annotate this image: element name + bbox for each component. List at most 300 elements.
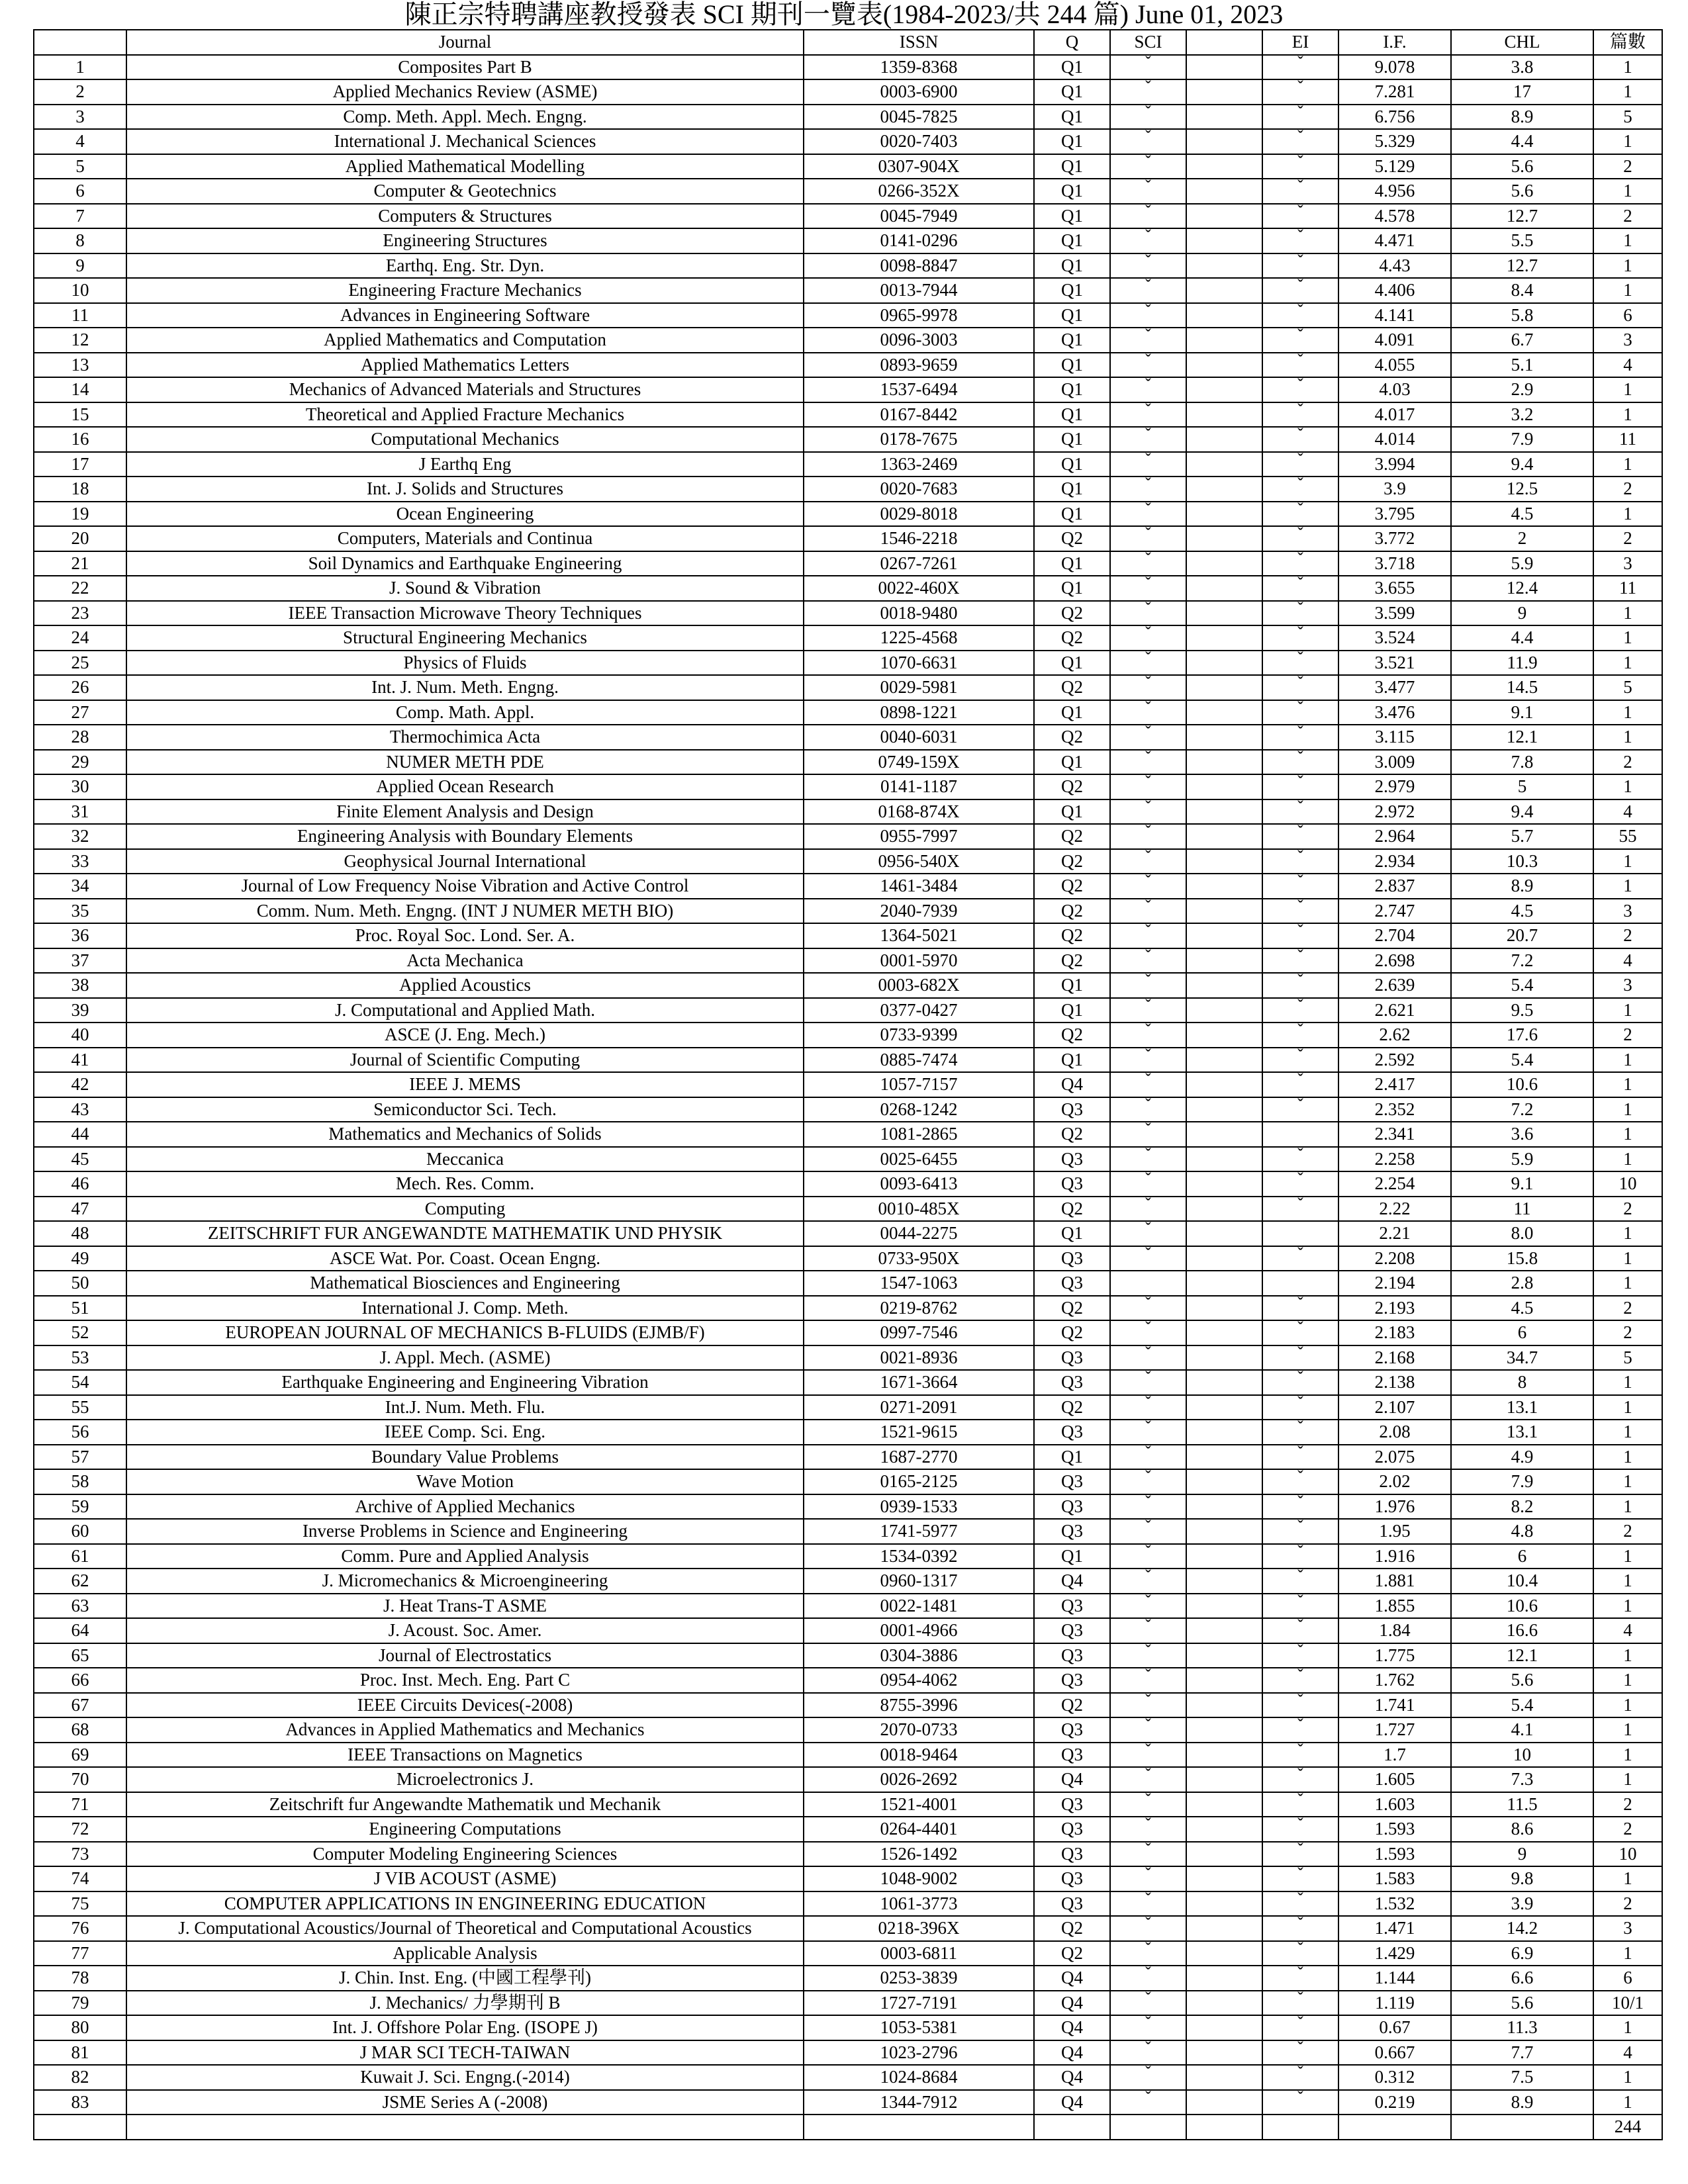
ei-mark-cell: ˇ <box>1262 899 1338 924</box>
ei-mark-cell: ˇ <box>1262 1866 1338 1891</box>
row-number-cell: 58 <box>34 1469 126 1494</box>
issn-cell: 1225-4568 <box>804 625 1034 651</box>
sci-mark-cell: ˇ <box>1110 1866 1186 1891</box>
paper-count-cell: 1 <box>1593 1072 1662 1097</box>
row-number-cell: 40 <box>34 1023 126 1048</box>
sci-mark-cell: ˇ <box>1110 1966 1186 1991</box>
journal-name-cell: Physics of Fluids <box>126 651 804 676</box>
ei-mark-cell: ˇ <box>1262 278 1338 303</box>
sci-mark-cell: ˇ <box>1110 1122 1186 1147</box>
ei-mark-cell: ˇ <box>1262 353 1338 378</box>
quartile-cell: Q2 <box>1034 625 1110 651</box>
blank-cell <box>1186 303 1262 328</box>
sci-mark-cell: ˇ <box>1110 2015 1186 2040</box>
impact-factor-cell: 1.583 <box>1338 1866 1451 1891</box>
table-row <box>34 601 1662 626</box>
ei-mark-cell: ˇ <box>1262 179 1338 204</box>
blank-cell <box>1186 1817 1262 1842</box>
quartile-cell: Q1 <box>1034 79 1110 105</box>
impact-factor-cell: 3.599 <box>1338 601 1451 626</box>
journal-name-cell: NUMER METH PDE <box>126 750 804 775</box>
table-row <box>34 1743 1662 1768</box>
sci-mark-cell: ˇ <box>1110 1717 1186 1743</box>
chl-cell: 20.7 <box>1451 923 1593 948</box>
row-number-cell: 36 <box>34 923 126 948</box>
ei-mark-cell: ˇ <box>1262 1668 1338 1693</box>
issn-cell: 1070-6631 <box>804 651 1034 676</box>
paper-count-cell: 1 <box>1593 1370 1662 1395</box>
table-row <box>34 675 1662 700</box>
blank-cell <box>1186 1072 1262 1097</box>
row-number-cell: 53 <box>34 1345 126 1371</box>
impact-factor-cell: 2.08 <box>1338 1420 1451 1445</box>
impact-factor-cell: 1.532 <box>1338 1891 1451 1917</box>
sci-mark-cell: ˇ <box>1110 526 1186 551</box>
journal-name-cell: Computing <box>126 1197 804 1222</box>
journal-name-cell: Mech. Res. Comm. <box>126 1171 804 1197</box>
paper-count-cell: 1 <box>1593 1693 1662 1718</box>
row-number-cell: 26 <box>34 675 126 700</box>
paper-count-cell: 1 <box>1593 55 1662 80</box>
journal-name-cell: Kuwait J. Sci. Engng.(-2014) <box>126 2065 804 2090</box>
issn-cell: 0003-682X <box>804 973 1034 998</box>
sci-mark-cell: ˇ <box>1110 105 1186 130</box>
quartile-cell: Q1 <box>1034 576 1110 601</box>
journal-name-cell: Proc. Inst. Mech. Eng. Part C <box>126 1668 804 1693</box>
quartile-cell: Q2 <box>1034 1693 1110 1718</box>
impact-factor-cell: 1.727 <box>1338 1717 1451 1743</box>
ei-mark-cell: ˇ <box>1262 1345 1338 1371</box>
issn-cell: 0013-7944 <box>804 278 1034 303</box>
impact-factor-cell: 2.979 <box>1338 774 1451 799</box>
table-row <box>34 1320 1662 1345</box>
chl-cell: 9.4 <box>1451 452 1593 477</box>
paper-count-cell: 1 <box>1593 179 1662 204</box>
table-row <box>34 750 1662 775</box>
table-row <box>34 1420 1662 1445</box>
impact-factor-cell: 3.477 <box>1338 675 1451 700</box>
row-number-cell: 81 <box>34 2040 126 2066</box>
journal-name-cell: Meccanica <box>126 1147 804 1172</box>
issn-cell: 0045-7825 <box>804 105 1034 130</box>
quartile-cell: Q3 <box>1034 1743 1110 1768</box>
blank-cell <box>1186 79 1262 105</box>
quartile-cell: Q3 <box>1034 1147 1110 1172</box>
sci-mark-cell: ˇ <box>1110 551 1186 576</box>
ei-mark-cell: ˇ <box>1262 1693 1338 1718</box>
total-empty-cell <box>1338 2115 1451 2140</box>
impact-factor-cell: 2.208 <box>1338 1246 1451 1271</box>
ei-mark-cell: ˇ <box>1262 204 1338 229</box>
blank-cell <box>1186 1345 1262 1371</box>
issn-cell: 1364-5021 <box>804 923 1034 948</box>
blank-cell <box>1186 1991 1262 2016</box>
issn-cell: 1546-2218 <box>804 526 1034 551</box>
chl-cell: 4.4 <box>1451 129 1593 154</box>
impact-factor-cell: 2.972 <box>1338 799 1451 825</box>
blank-cell <box>1186 1271 1262 1296</box>
ei-mark-cell: ˇ <box>1262 2040 1338 2066</box>
row-number-cell: 5 <box>34 154 126 179</box>
impact-factor-cell: 0.312 <box>1338 2065 1451 2090</box>
issn-cell: 0307-904X <box>804 154 1034 179</box>
table-row <box>34 799 1662 825</box>
header-ei: EI <box>1262 30 1338 55</box>
journal-name-cell: International J. Comp. Meth. <box>126 1296 804 1321</box>
ei-mark-cell: ˇ <box>1262 1197 1338 1222</box>
quartile-cell: Q1 <box>1034 55 1110 80</box>
issn-cell: 0001-4966 <box>804 1618 1034 1643</box>
sci-mark-cell: ˇ <box>1110 1767 1186 1792</box>
sci-mark-cell: ˇ <box>1110 923 1186 948</box>
chl-cell: 7.2 <box>1451 948 1593 974</box>
impact-factor-cell: 9.078 <box>1338 55 1451 80</box>
row-number-cell: 39 <box>34 998 126 1023</box>
journal-name-cell: J. Computational Acoustics/Journal of Theoretical and Computational Acoustics <box>126 1916 804 1941</box>
ei-mark-cell: ˇ <box>1262 725 1338 750</box>
issn-cell: 1741-5977 <box>804 1519 1034 1544</box>
paper-count-cell: 1 <box>1593 1767 1662 1792</box>
ei-mark-cell: ˇ <box>1262 228 1338 253</box>
chl-cell: 7.8 <box>1451 750 1593 775</box>
impact-factor-cell: 1.471 <box>1338 1916 1451 1941</box>
paper-count-cell: 2 <box>1593 1817 1662 1842</box>
quartile-cell: Q3 <box>1034 1668 1110 1693</box>
chl-cell: 5.8 <box>1451 303 1593 328</box>
paper-count-cell: 5 <box>1593 1345 1662 1371</box>
chl-cell: 16.6 <box>1451 1618 1593 1643</box>
journal-name-cell: Advances in Engineering Software <box>126 303 804 328</box>
sci-mark-cell: ˇ <box>1110 998 1186 1023</box>
row-number-cell: 42 <box>34 1072 126 1097</box>
journal-name-cell: Computers & Structures <box>126 204 804 229</box>
blank-cell <box>1186 1569 1262 1594</box>
ei-mark-cell: ˇ <box>1262 1370 1338 1395</box>
sci-mark-cell: ˇ <box>1110 675 1186 700</box>
row-number-cell: 74 <box>34 1866 126 1891</box>
paper-count-cell: 2 <box>1593 1891 1662 1917</box>
journal-name-cell: JSME Series A (-2008) <box>126 2090 804 2115</box>
ei-mark-cell: ˇ <box>1262 328 1338 353</box>
paper-count-cell: 1 <box>1593 1643 1662 1668</box>
paper-count-cell: 2 <box>1593 1519 1662 1544</box>
paper-count-cell: 1 <box>1593 625 1662 651</box>
ei-mark-cell: ˇ <box>1262 1618 1338 1643</box>
journal-name-cell: IEEE Transactions on Magnetics <box>126 1743 804 1768</box>
ei-mark-cell: ˇ <box>1262 1320 1338 1345</box>
journal-name-cell: Comm. Num. Meth. Engng. (INT J NUMER METH BIO) <box>126 899 804 924</box>
sci-mark-cell: ˇ <box>1110 353 1186 378</box>
journal-name-cell: Int. J. Num. Meth. Engng. <box>126 675 804 700</box>
row-number-cell: 55 <box>34 1395 126 1420</box>
impact-factor-cell: 1.429 <box>1338 1941 1451 1966</box>
row-number-cell: 80 <box>34 2015 126 2040</box>
paper-count-cell: 1 <box>1593 1420 1662 1445</box>
blank-cell <box>1186 601 1262 626</box>
paper-count-cell: 4 <box>1593 353 1662 378</box>
impact-factor-cell: 1.119 <box>1338 1991 1451 2016</box>
blank-cell <box>1186 1693 1262 1718</box>
journal-name-cell: Applied Mathematical Modelling <box>126 154 804 179</box>
chl-cell: 17 <box>1451 79 1593 105</box>
issn-cell: 0093-6413 <box>804 1171 1034 1197</box>
ei-mark-cell: ˇ <box>1262 1445 1338 1470</box>
table-row <box>34 1941 1662 1966</box>
ei-mark-cell: ˇ <box>1262 79 1338 105</box>
row-number-cell: 38 <box>34 973 126 998</box>
row-number-cell: 8 <box>34 228 126 253</box>
impact-factor-cell: 2.621 <box>1338 998 1451 1023</box>
quartile-cell: Q4 <box>1034 1991 1110 2016</box>
paper-count-cell: 1 <box>1593 2015 1662 2040</box>
sci-mark-cell: ˇ <box>1110 1246 1186 1271</box>
chl-cell: 2.9 <box>1451 377 1593 402</box>
total-empty-cell <box>1451 2115 1593 2140</box>
table-row <box>34 353 1662 378</box>
impact-factor-cell: 1.593 <box>1338 1842 1451 1867</box>
table-row <box>34 874 1662 899</box>
impact-factor-cell: 1.916 <box>1338 1544 1451 1569</box>
paper-count-cell: 1 <box>1593 2065 1662 2090</box>
sci-mark-cell: ˇ <box>1110 79 1186 105</box>
issn-cell: 0885-7474 <box>804 1048 1034 1073</box>
sci-mark-cell: ˇ <box>1110 1941 1186 1966</box>
impact-factor-cell: 4.055 <box>1338 353 1451 378</box>
sci-mark-cell: ˇ <box>1110 1991 1186 2016</box>
chl-cell: 4.5 <box>1451 502 1593 527</box>
paper-count-cell: 1 <box>1593 402 1662 428</box>
row-number-cell: 28 <box>34 725 126 750</box>
blank-cell <box>1186 1842 1262 1867</box>
table-row <box>34 1171 1662 1197</box>
issn-cell: 0733-9399 <box>804 1023 1034 1048</box>
sci-mark-cell: ˇ <box>1110 1221 1186 1246</box>
sci-mark-cell: ˇ <box>1110 55 1186 80</box>
sci-mark-cell: ˇ <box>1110 129 1186 154</box>
ei-mark-cell <box>1262 1122 1338 1147</box>
impact-factor-cell: 2.592 <box>1338 1048 1451 1073</box>
blank-cell <box>1186 105 1262 130</box>
sci-mark-cell: ˇ <box>1110 1743 1186 1768</box>
blank-cell <box>1186 849 1262 874</box>
journal-name-cell: Applied Mathematics Letters <box>126 353 804 378</box>
quartile-cell: Q3 <box>1034 1594 1110 1619</box>
chl-cell: 4.5 <box>1451 899 1593 924</box>
table-row <box>34 1767 1662 1792</box>
paper-count-cell: 1 <box>1593 601 1662 626</box>
sci-mark-cell: ˇ <box>1110 700 1186 725</box>
impact-factor-cell: 3.009 <box>1338 750 1451 775</box>
row-number-cell: 7 <box>34 204 126 229</box>
impact-factor-cell: 2.193 <box>1338 1296 1451 1321</box>
issn-cell: 0267-7261 <box>804 551 1034 576</box>
journal-name-cell: COMPUTER APPLICATIONS IN ENGINEERING EDUCATION <box>126 1891 804 1917</box>
table-row <box>34 1618 1662 1643</box>
issn-cell: 0022-1481 <box>804 1594 1034 1619</box>
paper-count-cell: 2 <box>1593 750 1662 775</box>
paper-count-cell: 1 <box>1593 774 1662 799</box>
journal-name-cell: Acta Mechanica <box>126 948 804 974</box>
ei-mark-cell <box>1262 1221 1338 1246</box>
quartile-cell: Q3 <box>1034 1717 1110 1743</box>
quartile-cell: Q1 <box>1034 502 1110 527</box>
chl-cell: 7.9 <box>1451 427 1593 452</box>
journal-name-cell: Thermochimica Acta <box>126 725 804 750</box>
row-number-cell: 82 <box>34 2065 126 2090</box>
quartile-cell: Q1 <box>1034 427 1110 452</box>
chl-cell: 8.9 <box>1451 105 1593 130</box>
issn-cell: 0010-485X <box>804 1197 1034 1222</box>
issn-cell: 1363-2469 <box>804 452 1034 477</box>
table-row <box>34 502 1662 527</box>
impact-factor-cell: 4.014 <box>1338 427 1451 452</box>
impact-factor-cell: 5.329 <box>1338 129 1451 154</box>
paper-count-cell: 1 <box>1593 1941 1662 1966</box>
issn-cell: 1081-2865 <box>804 1122 1034 1147</box>
ei-mark-cell: ˇ <box>1262 700 1338 725</box>
quartile-cell: Q1 <box>1034 377 1110 402</box>
quartile-cell: Q1 <box>1034 1544 1110 1569</box>
issn-cell: 0098-8847 <box>804 253 1034 279</box>
blank-cell <box>1186 253 1262 279</box>
row-number-cell: 83 <box>34 2090 126 2115</box>
blank-cell <box>1186 1717 1262 1743</box>
issn-cell: 0898-1221 <box>804 700 1034 725</box>
ei-mark-cell: ˇ <box>1262 750 1338 775</box>
paper-count-cell: 1 <box>1593 2090 1662 2115</box>
quartile-cell: Q1 <box>1034 551 1110 576</box>
row-number-cell: 30 <box>34 774 126 799</box>
issn-cell: 0018-9464 <box>804 1743 1034 1768</box>
chl-cell: 6.6 <box>1451 1966 1593 1991</box>
impact-factor-cell: 2.254 <box>1338 1171 1451 1197</box>
quartile-cell: Q2 <box>1034 675 1110 700</box>
chl-cell: 5.6 <box>1451 154 1593 179</box>
quartile-cell: Q1 <box>1034 353 1110 378</box>
chl-cell: 11.3 <box>1451 2015 1593 2040</box>
journal-name-cell: ZEITSCHRIFT FUR ANGEWANDTE MATHEMATIK UND PHYSIK <box>126 1221 804 1246</box>
sci-mark-cell: ˇ <box>1110 874 1186 899</box>
impact-factor-cell: 1.95 <box>1338 1519 1451 1544</box>
table-row <box>34 1147 1662 1172</box>
chl-cell: 4.1 <box>1451 1717 1593 1743</box>
blank-cell <box>1186 1941 1262 1966</box>
chl-cell: 5.6 <box>1451 179 1593 204</box>
header-count: 篇數 <box>1593 30 1662 55</box>
ei-mark-cell: ˇ <box>1262 1023 1338 1048</box>
ei-mark-cell: ˇ <box>1262 874 1338 899</box>
quartile-cell: Q4 <box>1034 1767 1110 1792</box>
table-row <box>34 973 1662 998</box>
issn-cell: 1024-8684 <box>804 2065 1034 2090</box>
quartile-cell: Q4 <box>1034 2090 1110 2115</box>
sci-mark-cell: ˇ <box>1110 1569 1186 1594</box>
row-number-cell: 57 <box>34 1445 126 1470</box>
blank-cell <box>1186 1097 1262 1122</box>
chl-cell: 6 <box>1451 1320 1593 1345</box>
chl-cell: 3.2 <box>1451 402 1593 428</box>
blank-cell <box>1186 55 1262 80</box>
table-row <box>34 1097 1662 1122</box>
blank-cell <box>1186 1370 1262 1395</box>
ei-mark-cell: ˇ <box>1262 1817 1338 1842</box>
quartile-cell: Q3 <box>1034 1469 1110 1494</box>
ei-mark-cell: ˇ <box>1262 1643 1338 1668</box>
issn-cell: 0956-540X <box>804 849 1034 874</box>
paper-count-cell: 1 <box>1593 1717 1662 1743</box>
quartile-cell: Q2 <box>1034 948 1110 974</box>
paper-count-cell: 2 <box>1593 1320 1662 1345</box>
blank-cell <box>1186 129 1262 154</box>
paper-count-cell: 4 <box>1593 2040 1662 2066</box>
issn-cell: 1057-7157 <box>804 1072 1034 1097</box>
chl-cell: 6 <box>1451 1544 1593 1569</box>
paper-count-cell: 1 <box>1593 1271 1662 1296</box>
issn-cell: 0026-2692 <box>804 1767 1034 1792</box>
sci-mark-cell: ˇ <box>1110 651 1186 676</box>
row-number-cell: 12 <box>34 328 126 353</box>
ei-mark-cell: ˇ <box>1262 1544 1338 1569</box>
issn-cell: 0304-3886 <box>804 1643 1034 1668</box>
paper-count-cell: 5 <box>1593 675 1662 700</box>
paper-count-cell: 1 <box>1593 1469 1662 1494</box>
quartile-cell: Q1 <box>1034 973 1110 998</box>
blank-cell <box>1186 1122 1262 1147</box>
table-row <box>34 526 1662 551</box>
sci-mark-cell: ˇ <box>1110 477 1186 502</box>
impact-factor-cell: 2.698 <box>1338 948 1451 974</box>
impact-factor-cell: 3.772 <box>1338 526 1451 551</box>
blank-cell <box>1186 700 1262 725</box>
table-row <box>34 1842 1662 1867</box>
quartile-cell: Q1 <box>1034 700 1110 725</box>
sci-mark-cell: ˇ <box>1110 1668 1186 1693</box>
blank-cell <box>1186 1048 1262 1073</box>
table-row <box>34 725 1662 750</box>
table-row <box>34 477 1662 502</box>
quartile-cell: Q3 <box>1034 1519 1110 1544</box>
quartile-cell: Q2 <box>1034 1296 1110 1321</box>
quartile-cell: Q3 <box>1034 1891 1110 1917</box>
ei-mark-cell: ˇ <box>1262 1171 1338 1197</box>
journal-name-cell: Geophysical Journal International <box>126 849 804 874</box>
sci-mark-cell: ˇ <box>1110 1197 1186 1222</box>
sci-mark-cell: ˇ <box>1110 774 1186 799</box>
quartile-cell: Q2 <box>1034 526 1110 551</box>
ei-mark-cell: ˇ <box>1262 774 1338 799</box>
blank-cell <box>1186 1494 1262 1520</box>
row-number-cell: 65 <box>34 1643 126 1668</box>
row-number-cell: 48 <box>34 1221 126 1246</box>
table-row <box>34 1345 1662 1371</box>
blank-cell <box>1186 1395 1262 1420</box>
impact-factor-cell: 1.741 <box>1338 1693 1451 1718</box>
issn-cell: 1461-3484 <box>804 874 1034 899</box>
paper-count-cell: 1 <box>1593 1569 1662 1594</box>
journal-name-cell: Int. J. Solids and Structures <box>126 477 804 502</box>
impact-factor-cell: 2.417 <box>1338 1072 1451 1097</box>
chl-cell: 11 <box>1451 1197 1593 1222</box>
table-row <box>34 328 1662 353</box>
impact-factor-cell: 1.84 <box>1338 1618 1451 1643</box>
paper-count-cell: 10/1 <box>1593 1991 1662 2016</box>
row-number-cell: 72 <box>34 1817 126 1842</box>
sci-mark-cell: ˇ <box>1110 1792 1186 1817</box>
quartile-cell: Q2 <box>1034 1941 1110 1966</box>
ei-mark-cell: ˇ <box>1262 1966 1338 1991</box>
paper-count-cell: 2 <box>1593 1792 1662 1817</box>
chl-cell: 8.9 <box>1451 2090 1593 2115</box>
